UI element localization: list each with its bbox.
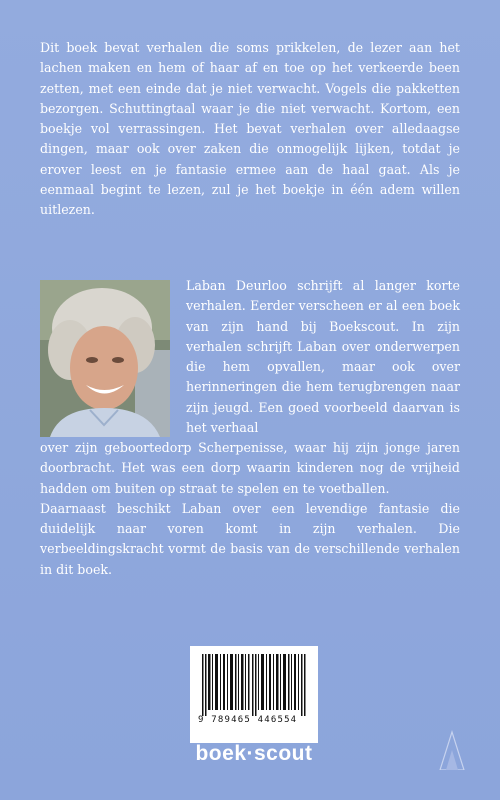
author-bio-text: Laban Deurloo schrijft al langer korte verhalen. Eerder verscheen er al een boek van zijn hand bij Boekscout. In zijn verhalen schrijft Laban over onderwerpen die hem opvallen, maar ook over herinneringen die hem terugbrengen naar zijn jeugd. Een goed voorbeeld daarvan is het verhaal	[186, 278, 460, 436]
author-photo	[40, 280, 170, 437]
isbn-prefix: 9	[198, 715, 205, 725]
blurb-text: Dit boek bevat verhalen die soms prikkelen, de lezer aan het lachen maken en hem of haar af en toe op het verkeerde been zetten, met een einde dat je niet verwacht. Vogels die pakketten bezorgen. Schuttingtaal waar je die niet verwacht. Kortom, een boekje vol verrassingen. Het bevat verhalen over alledaagse dingen, maar ook over zaken die onmogelijk lijken, totdat je erover leest en je fantasie ermee aan de haal gaat. Als je eenmaal begint te lezen, zul je het boekje in één adem willen uitlezen.	[40, 40, 460, 218]
publisher-logo-separator: ·	[246, 742, 254, 765]
isbn-group-1: 789465	[211, 715, 251, 725]
publisher-logo-part-1: boek	[195, 742, 247, 765]
author-bio-paragraph-2: Daarnaast beschikt Laban over een levendige fantasie die duidelijk naar voren komt in zijn verhalen. Die verbeeldingskracht vormt de basis van de verschillende verhalen in dit boek.	[40, 500, 460, 577]
publisher-logo	[190, 742, 318, 766]
isbn-group-2: 446554	[257, 715, 298, 725]
publisher-emblem-icon	[438, 730, 466, 770]
publisher-logo-part-2: scout	[254, 742, 313, 765]
author-bio-continued-text: over zijn geboortedorp Scherpenisse, waar hij zijn jonge jaren doorbracht. Het was een dorp waarin kinderen nog de vrijheid hadden om buiten op straat te spelen en te voetballen.	[40, 440, 460, 496]
barcode-icon	[190, 646, 318, 743]
isbn-barcode	[190, 646, 318, 743]
isbn-number	[198, 715, 316, 725]
author-bio-continued	[40, 438, 460, 580]
author-portrait-image	[40, 280, 170, 437]
